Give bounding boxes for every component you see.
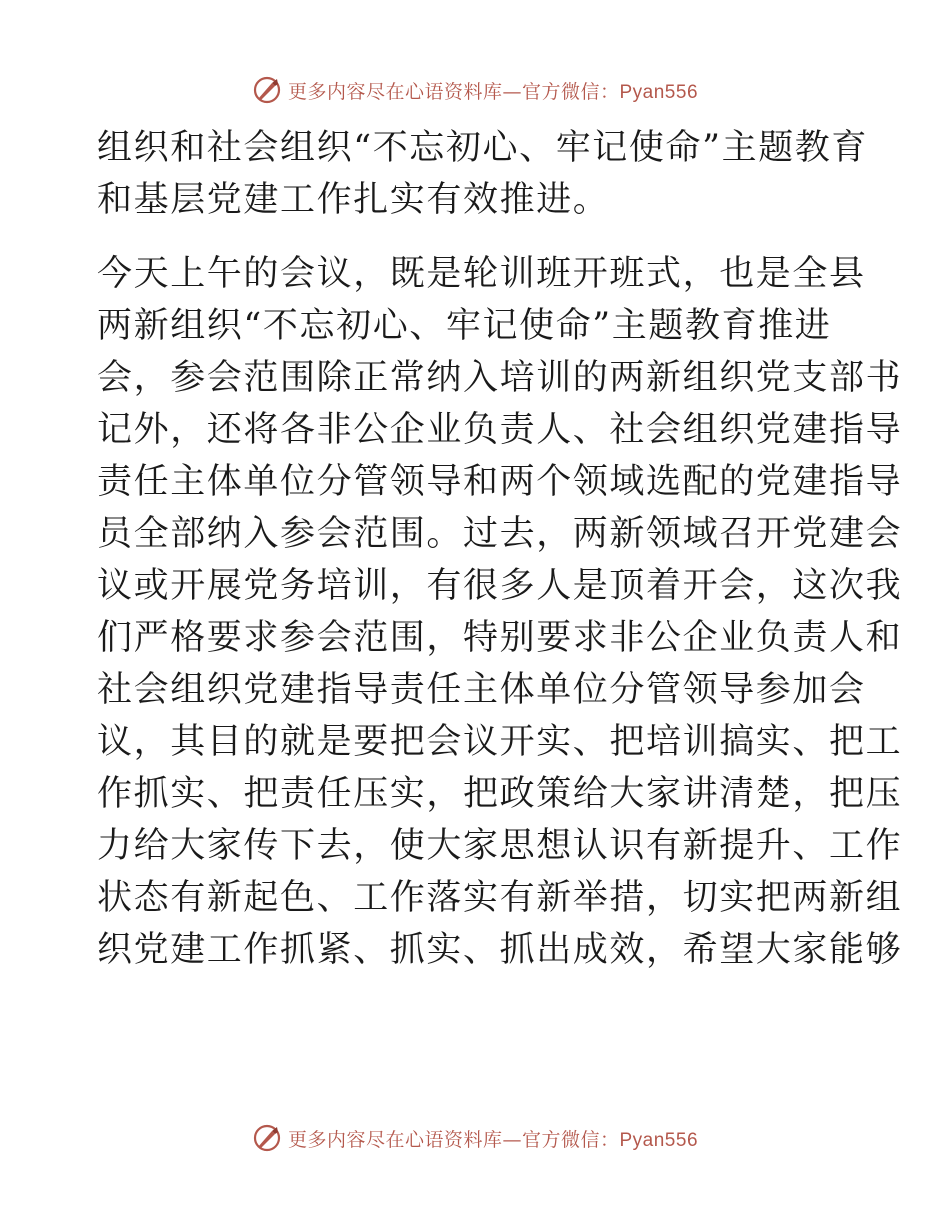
text-line: 会，参会范围除正常纳入培训的两新组织党支部书 xyxy=(97,358,903,398)
text-line: 两新组织“不忘初心、牢记使命”主题教育推进 xyxy=(97,306,832,346)
quill-pen-logo-icon xyxy=(252,75,282,105)
text-line: 状态有新起色、工作落实有新举措，切实把两新组 xyxy=(97,878,903,918)
text-line: 作抓实、把责任压实，把政策给大家讲清楚，把压 xyxy=(97,774,903,814)
text-line: 社会组织党建指导责任主体单位分管领导参加会 xyxy=(97,670,866,710)
header-banner-wechat-id: Pyan556 xyxy=(619,81,699,103)
text-line: 责任主体单位分管领导和两个领域选配的党建指导 xyxy=(97,462,903,502)
footer-banner xyxy=(0,1118,950,1158)
text-line: 议或开展党务培训，有很多人是顶着开会，这次我 xyxy=(97,566,903,606)
document-body xyxy=(97,122,903,976)
quill-pen-logo-icon xyxy=(252,1123,282,1153)
paragraph-1 xyxy=(97,122,868,226)
text-line: 组织和社会组织“不忘初心、牢记使命”主题教育 xyxy=(97,128,868,168)
text-line: 记外，还将各非公企业负责人、社会组织党建指导 xyxy=(97,410,903,450)
text-line: 和基层党建工作扎实有效推进。 xyxy=(97,180,610,220)
text-line: 们严格要求参会范围，特别要求非公企业负责人和 xyxy=(97,618,903,658)
header-banner-text xyxy=(288,77,698,104)
text-line: 织党建工作抓紧、抓实、抓出成效，希望大家能够 xyxy=(97,930,903,970)
header-banner xyxy=(0,70,950,110)
paragraph-2 xyxy=(97,248,903,976)
footer-banner-text xyxy=(288,1125,698,1152)
text-line: 力给大家传下去，使大家思想认识有新提升、工作 xyxy=(97,826,903,866)
text-line: 议，其目的就是要把会议开实、把培训搞实、把工 xyxy=(97,722,903,762)
text-line: 员全部纳入参会范围。过去，两新领域召开党建会 xyxy=(97,514,903,554)
footer-banner-cn: 更多内容尽在心语资料库—官方微信： xyxy=(287,1128,620,1151)
header-banner-cn: 更多内容尽在心语资料库—官方微信： xyxy=(287,80,620,103)
text-line: 今天上午的会议，既是轮训班开班式，也是全县 xyxy=(97,254,866,294)
footer-banner-wechat-id: Pyan556 xyxy=(619,1129,699,1151)
